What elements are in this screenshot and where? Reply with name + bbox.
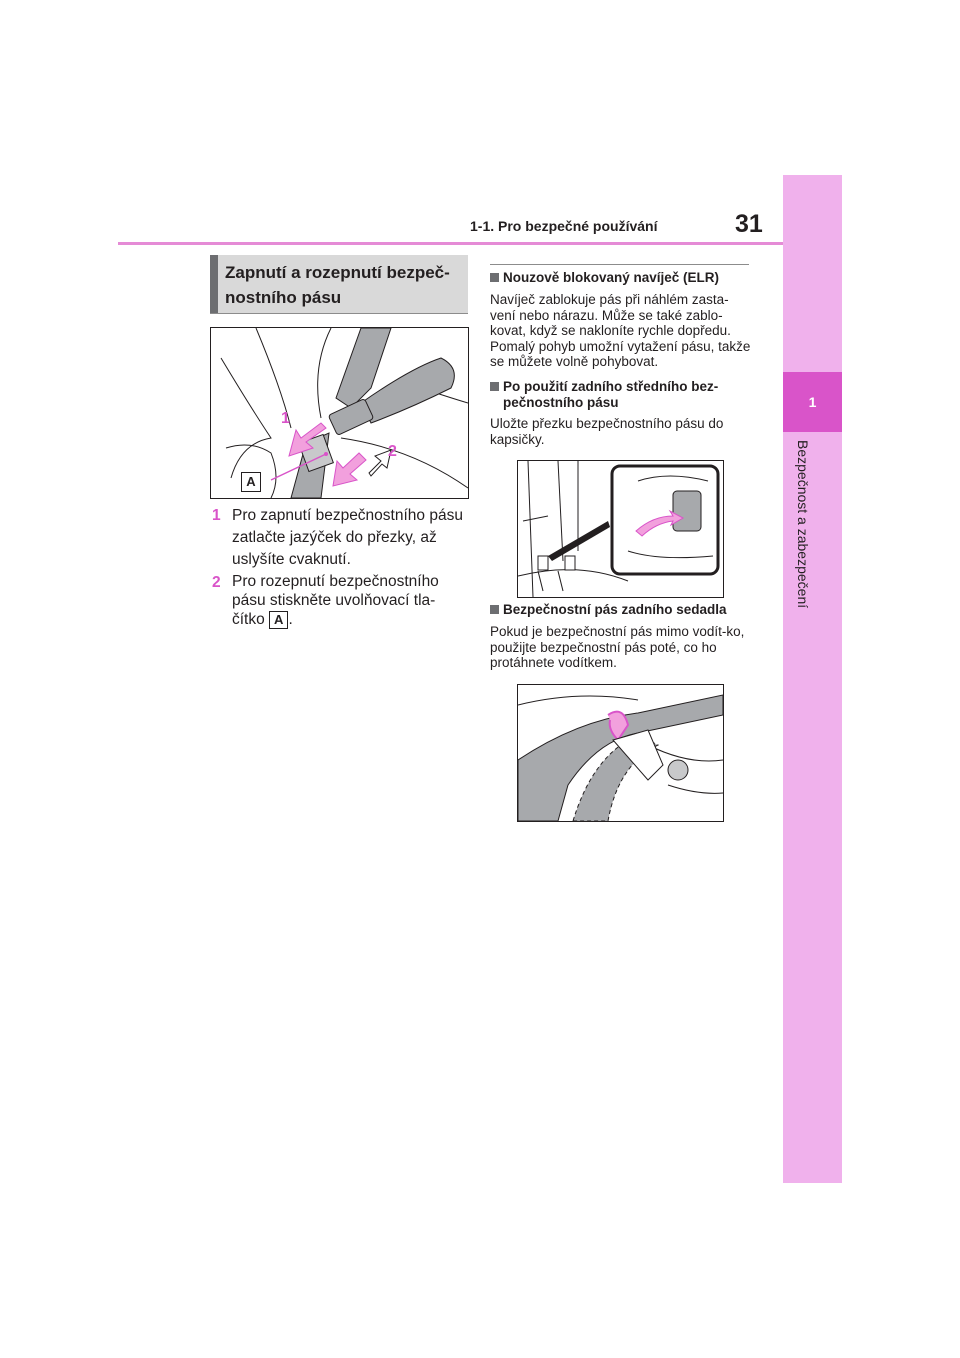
belt-guide-figure <box>517 684 724 822</box>
step-1 <box>212 505 467 571</box>
buckle-pocket-illustration <box>518 461 723 597</box>
step-number: 1 <box>212 507 221 524</box>
bullet-square-icon <box>490 273 499 282</box>
header-rule <box>118 242 783 245</box>
subheading-text: Nouzově blokovaný navíječ (ELR) <box>503 270 720 285</box>
figure-label-2: 2 <box>388 443 397 460</box>
subheading-text: Po použití zadního středního bez-pečnostního pásu <box>503 379 719 410</box>
paragraph-center-belt: Uložte přezku bezpečnostního pásu do kapsičky. <box>490 416 724 447</box>
subheading-text: Bezpečnostní pás zadního sedadla <box>503 602 727 617</box>
chapter-title-vertical <box>760 440 860 740</box>
paragraph-rear-seat: Pokud je bezpečnostní pás mimo vodít-ko, použijte bezpečnostní pás poté, co ho protáhnete vodítkem. <box>490 624 745 670</box>
page-number: 31 <box>735 210 763 238</box>
subheading-elr <box>490 270 752 286</box>
chapter-title: Bezpečnost a zabezpečení <box>795 440 811 609</box>
paragraph-elr: Navíječ zablokuje pás při náhlém zasta-vení nebo nárazu. Může se také zablo-kovat, když se nakloníte rychle dopředu. Pomalý pohyb umožní vytažení pásu, takže se můžete volně pohybovat. <box>490 292 751 369</box>
figure-label-1: 1 <box>281 410 290 427</box>
right-column-rule <box>490 264 749 265</box>
section-title: 1-1. Pro bezpečné používání <box>470 218 658 234</box>
subheading-rear-seat <box>490 602 752 618</box>
inline-callout-a: A <box>269 611 288 629</box>
bullet-square-icon <box>490 382 499 391</box>
bullet-square-icon <box>490 605 499 614</box>
section-heading-text: Zapnutí a rozepnutí bezpeč-nostního pásu <box>225 263 450 307</box>
buckle-figure <box>210 327 469 499</box>
heading-strip <box>210 255 218 313</box>
step-text: Pro zapnutí bezpečnostního pásu zatlačte jazýček do přezky, až uslyšíte cvaknutí. <box>232 507 463 568</box>
step-suffix: . <box>288 611 293 628</box>
subheading-center-belt <box>490 379 752 411</box>
figure-callout-a: A <box>241 472 261 492</box>
section-heading <box>210 255 468 314</box>
belt-guide-illustration <box>518 685 723 821</box>
buckle-pocket-figure <box>517 460 724 598</box>
chapter-number: 1 <box>783 372 842 432</box>
step-2 <box>212 572 467 629</box>
step-number: 2 <box>212 574 221 591</box>
step-text: Pro rozepnutí bezpečnostního pásu stiskněte uvolňovací tla-čítko <box>232 573 439 628</box>
